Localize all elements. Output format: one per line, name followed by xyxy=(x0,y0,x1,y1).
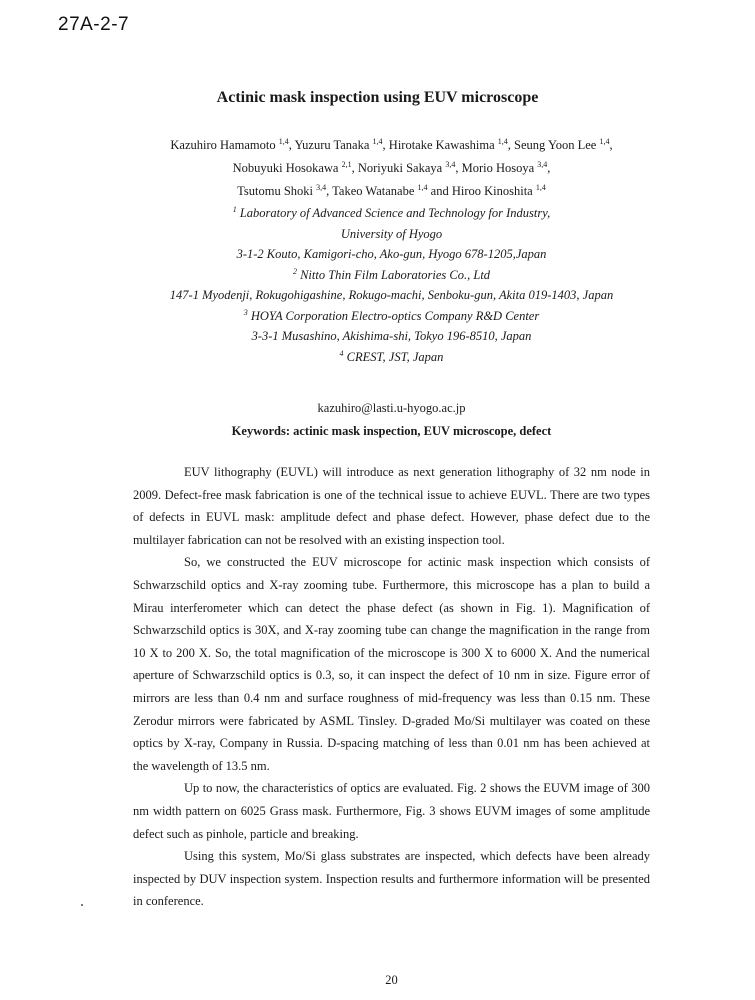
affiliation-line: $^2$ Nitto Thin Film Laboratories Co., Ltd xyxy=(292,266,491,282)
author-affiliation-mark: 1,4 xyxy=(497,137,508,146)
author-affiliation-mark: 1,4 xyxy=(278,137,289,146)
affiliation-line: 3-3-1 Musashino, Akishima-shi, Tokyo 196-8510, Japan xyxy=(251,329,532,343)
author-affiliation-mark: 3,4 xyxy=(537,160,548,169)
author-name: Hiroo Kinoshita xyxy=(451,184,536,198)
affiliation-line: University of Hyogo xyxy=(340,226,443,241)
author-name: Tsutomu Shoki xyxy=(237,184,317,198)
affiliation-mark: 2 xyxy=(292,266,297,276)
body-text xyxy=(133,461,650,913)
body-paragraph: EUV lithography (EUVL) will introduce as next generation lithography of 32 nm node in 2009. Defect-free mask fabrication is one of the technical issue to achieve EUVL. There are two types of defects in EUVL mask: amplitude defect and phase defect. However, phase defect due to the multilayer fabrication can not be resolved with an existing inspection tool. xyxy=(133,465,650,547)
author-block xyxy=(0,134,755,203)
author-line-3: Tsutomu Shoki $^{3,4}$, Takeo Watanabe $^{1,4}$ and Hiroo Kinoshita $^{1,4}$ xyxy=(237,183,546,198)
author-affiliation-mark: 1,4 xyxy=(417,183,428,192)
affiliation-line: 3-1-2 Kouto, Kamigori-cho, Ako-gun, Hyogo 678-1205,Japan xyxy=(236,247,547,261)
affiliation-line: $^3$ HOYA Corporation Electro-optics Company R&D Center xyxy=(243,307,540,323)
author-line-2: Nobuyuki Hosokawa $^{2,1}$, Noriyuki Sakaya $^{3,4}$, Morio Hosoya $^{3,4}$, xyxy=(232,160,551,175)
body-paragraph: So, we constructed the EUV microscope for actinic mask inspection which consists of Schwarzschild optics and X-ray zooming tube. Furthermore, this microscope has a plan to build a Mirau interferometer which can detect the phase defect (as shown in Fig. 1). Magnification of Schwarzschild optics is 30X, and X-ray zooming tube can change the magnification in the range from 10 X to 200 X. So, the total magnification of the microscope is 300 X to 6000 X. And the numerical aperture of Schwarzschild optics is 0.3, so, it can inspect the defect of 10 nm in size. Figure error of mirrors are less than 0.4 nm and surface roughness of mid-frequency was less than 0.15 nm. These Zerodur mirrors were fabricated by ASML Tinsley. D-graded Mo/Si multilayer was coated on these optics by X-ray, Company in Russia. D-spacing matching of less than 0.01 nm has been achieved at the wavelength of 13.5 nm. xyxy=(133,555,650,773)
author-affiliation-mark: 2,1 xyxy=(341,160,352,169)
author-affiliation-mark: 1,4 xyxy=(599,137,610,146)
author-name: Kazuhiro Hamamoto xyxy=(170,138,279,152)
keywords: Keywords: actinic mask inspection, EUV microscope, defect xyxy=(231,424,552,438)
author-affiliation-mark: 1,4 xyxy=(372,137,383,146)
email-link[interactable]: kazuhiro@lasti.u-hyogo.ac.jp xyxy=(317,401,466,415)
body-paragraph: Using this system, Mo/Si glass substrates are inspected, which defects have been already inspected by DUV inspection system. Inspection results and furthermore information will be presented in conference. xyxy=(133,849,650,909)
author-name: Nobuyuki Hosokawa xyxy=(232,161,342,175)
author-name: Noriyuki Sakaya xyxy=(357,161,446,175)
affiliation-line: $^1$ Laboratory of Advanced Science and Technology for Industry, xyxy=(232,205,551,220)
affiliation-line: $^4$ CREST, JST, Japan xyxy=(339,348,444,364)
author-name: Morio Hosoya xyxy=(461,161,538,175)
author-line-1: Kazuhiro Hamamoto $^{1,4}$, Yuzuru Tanaka $^{1,4}$, Hirotake Kawashima $^{1,4}$, Seung Yoon Lee $^{1,4}$, xyxy=(170,137,613,152)
paper-title: Actinic mask inspection using EUV microscope xyxy=(216,89,539,106)
author-name: Hirotake Kawashima xyxy=(388,138,498,152)
affiliation-block xyxy=(0,203,755,367)
affiliation-line: 147-1 Myodenji, Rokugohigashine, Rokugo-machi, Senboku-gun, Akita 019-1403, Japan xyxy=(169,288,614,302)
author-name: Seung Yoon Lee xyxy=(514,138,600,152)
contact-block xyxy=(0,397,755,443)
author-affiliation-mark: 3,4 xyxy=(316,183,327,192)
affiliation-mark: 1 xyxy=(232,205,237,214)
page-number: 20 xyxy=(385,973,398,987)
author-name: Yuzuru Tanaka xyxy=(294,138,373,152)
author-affiliation-mark: 3,4 xyxy=(445,160,456,169)
body-paragraph: Up to now, the characteristics of optics are evaluated. Fig. 2 shows the EUVM image of 300 nm width pattern on 6025 Grass mask. Furthermore, Fig. 3 shows EUVM images of some amplitude defect such as pinhole, particle and breaking. xyxy=(133,781,650,841)
paper-id: 27A-2-7 xyxy=(58,14,130,35)
author-name: Takeo Watanabe xyxy=(332,184,418,198)
affiliation-mark: 4 xyxy=(339,348,344,358)
author-affiliation-mark: 1,4 xyxy=(535,183,546,192)
scan-speck xyxy=(81,904,83,906)
affiliation-mark: 3 xyxy=(243,307,248,317)
